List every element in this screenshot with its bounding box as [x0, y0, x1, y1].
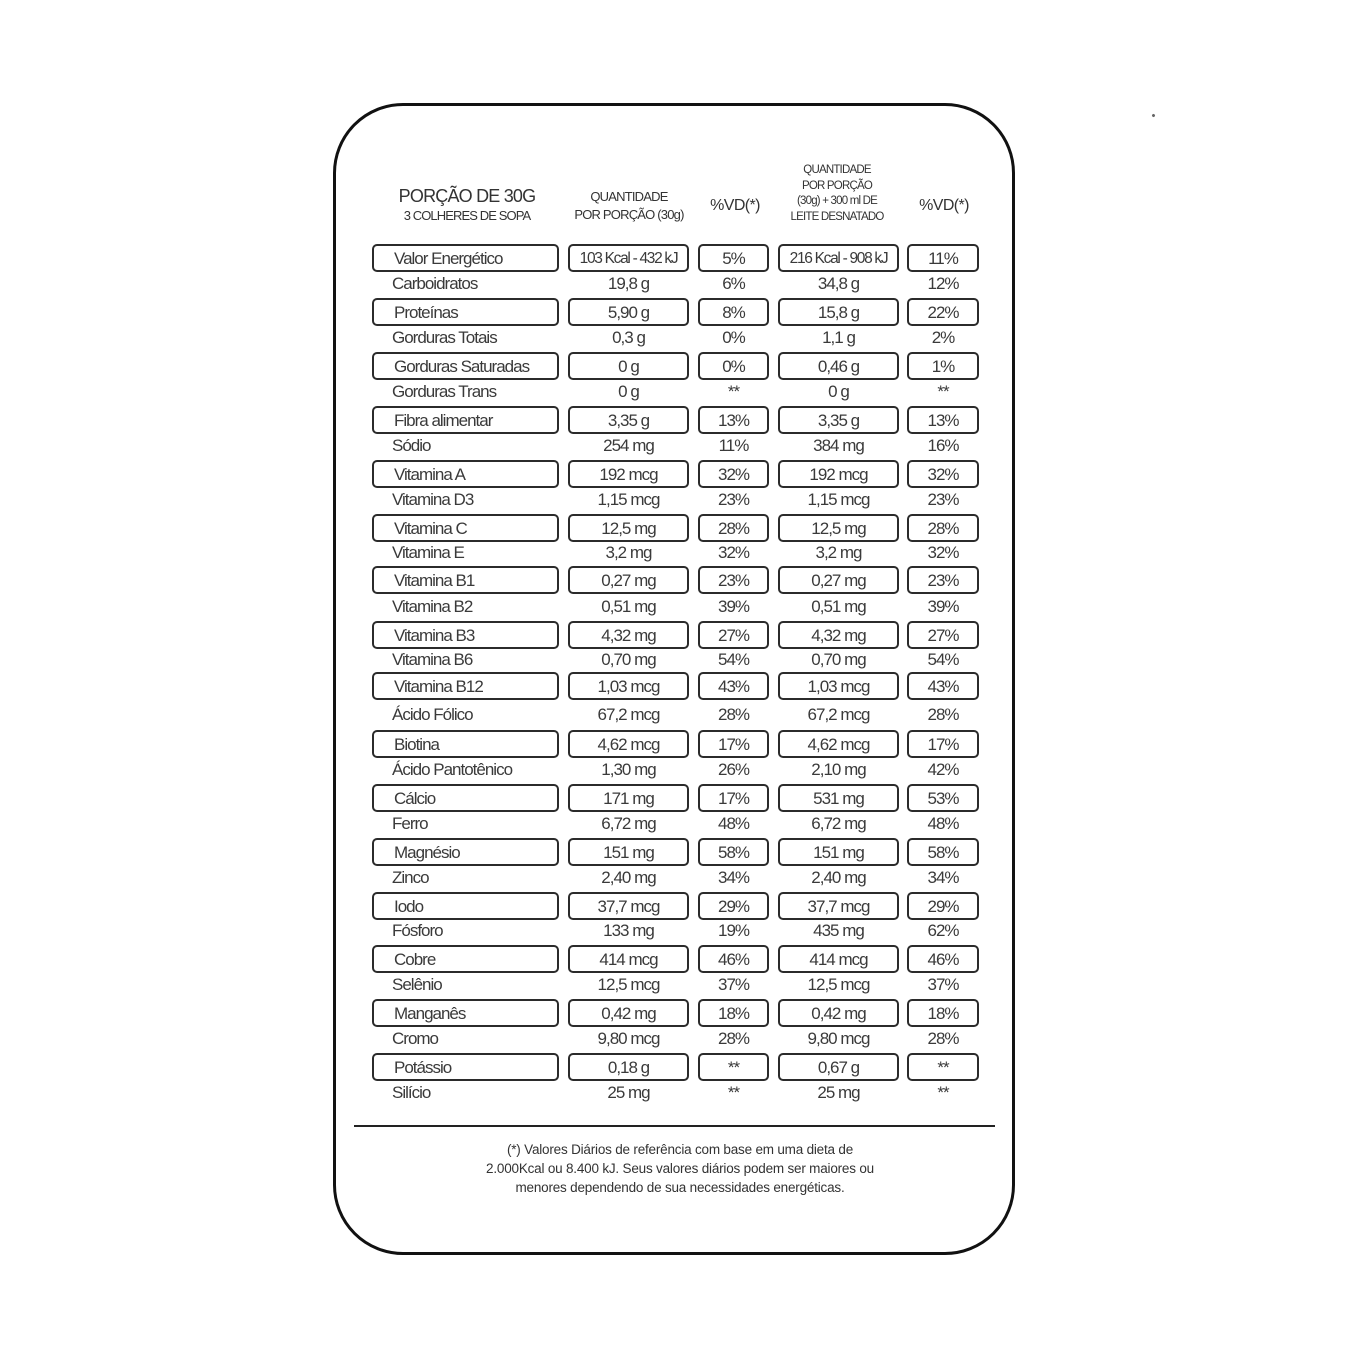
nutrient-name-cell: Iodo [372, 892, 559, 920]
table-row [372, 730, 980, 758]
stray-mark [1151, 113, 1155, 117]
table-row [372, 271, 980, 299]
column-header-qty-per-portion [562, 188, 696, 224]
vd-with-milk-cell: 62% [927, 921, 959, 940]
nutrient-name-cell: Gorduras Totais [392, 328, 497, 347]
vd-with-milk-cell: 53% [907, 784, 979, 812]
qty-per-portion-cell: 1,30 mg [601, 760, 656, 779]
footnote-divider [354, 1125, 995, 1127]
nutrient-name-cell: Biotina [372, 730, 559, 758]
table-row [372, 972, 980, 1000]
table-row [372, 540, 980, 568]
table-row [372, 1080, 980, 1108]
nutrient-name-cell: Cálcio [372, 784, 559, 812]
table-row [372, 999, 980, 1027]
qty-with-milk-cell: 151 mg [778, 838, 899, 866]
qty-with-milk-cell: 1,1 g [822, 328, 855, 347]
nutrient-name-cell: Gorduras Saturadas [372, 352, 559, 380]
nutrient-name-cell: Ácido Fólico [392, 705, 473, 724]
vd-with-milk-cell: 12% [927, 274, 959, 293]
table-row [372, 406, 980, 434]
nutrient-name-cell: Silício [392, 1083, 431, 1102]
table-row [372, 514, 980, 542]
table-row [372, 566, 980, 594]
vd-with-milk-cell: ** [937, 382, 949, 401]
nutrient-name-cell: Vitamina B2 [392, 597, 473, 616]
vd-per-portion-cell: 27% [698, 621, 769, 649]
qty-with-milk-cell: 414 mcg [778, 945, 899, 973]
vd-per-portion-cell: 28% [717, 705, 750, 724]
qty-per-portion-cell: 5,90 g [568, 298, 689, 326]
nutrient-name-cell: Vitamina B3 [372, 621, 559, 649]
qty-per-portion-cell: 0,27 mg [568, 566, 689, 594]
vd-with-milk-cell: 29% [907, 892, 979, 920]
table-row [372, 865, 980, 893]
table-row [372, 702, 980, 730]
vd-per-portion-cell: 13% [698, 406, 769, 434]
qty-per-portion-cell: 0,42 mg [568, 999, 689, 1027]
vd-per-portion-cell: 28% [717, 1029, 750, 1048]
qty-per-portion-cell: 4,32 mg [568, 621, 689, 649]
qty-per-portion-cell: 12,5 mg [568, 514, 689, 542]
qty-with-milk-cell: 531 mg [778, 784, 899, 812]
qty-with-milk-cell: 15,8 g [778, 298, 899, 326]
qty-with-milk-cell: 3,35 g [778, 406, 899, 434]
qty-with-milk-cell: 37,7 mcg [778, 892, 899, 920]
column-header-line: QUANTIDADE [803, 164, 871, 176]
qty-with-milk-cell: 0,27 mg [778, 566, 899, 594]
vd-with-milk-cell: 54% [927, 650, 959, 669]
vd-with-milk-cell: 11% [907, 244, 979, 272]
vd-per-portion-cell: 54% [717, 650, 750, 669]
vd-per-portion-cell: 39% [717, 597, 750, 616]
footnote-line: (*) Valores Diários de referência com base em uma dieta de [506, 1142, 854, 1157]
qty-per-portion-cell: 19,8 g [607, 274, 650, 293]
vd-with-milk-cell: 13% [907, 406, 979, 434]
vd-per-portion-cell: 17% [698, 730, 769, 758]
table-row [372, 892, 980, 920]
qty-with-milk-cell: 2,10 mg [811, 760, 866, 779]
qty-per-portion-cell: 151 mg [568, 838, 689, 866]
qty-per-portion-cell: 12,5 mcg [597, 975, 660, 994]
portion-title: PORÇÃO DE 30G [398, 186, 536, 206]
vd-per-portion-cell: 48% [717, 814, 750, 833]
portion-subtitle: 3 COLHERES DE SOPA [403, 208, 531, 223]
qty-per-portion-cell: 0 g [618, 382, 639, 401]
nutrient-name-cell: Fibra alimentar [372, 406, 559, 434]
qty-per-portion-cell: 414 mcg [568, 945, 689, 973]
qty-with-milk-cell: 192 mcg [778, 460, 899, 488]
column-header-line: (30g) + 300 ml DE [796, 195, 878, 207]
vd-with-milk-cell: 28% [907, 514, 979, 542]
table-row [372, 784, 980, 812]
vd-with-milk-cell: 39% [927, 597, 959, 616]
table-row [372, 298, 980, 326]
vd-per-portion-cell: 46% [698, 945, 769, 973]
nutrient-name-cell: Vitamina A [372, 460, 559, 488]
nutrient-name-cell: Valor Energético [372, 244, 559, 272]
table-row [372, 918, 980, 946]
qty-with-milk-cell: 435 mg [813, 921, 864, 940]
vd-with-milk-cell: 2% [931, 328, 955, 347]
column-header-qty-with-milk [775, 163, 899, 225]
qty-per-portion-cell: 0,3 g [612, 328, 645, 347]
vd-per-portion-cell: ** [727, 1083, 740, 1102]
qty-with-milk-cell: 1,15 mcg [807, 490, 870, 509]
vd-with-milk-cell: 28% [927, 1029, 959, 1048]
qty-per-portion-cell: 9,80 mcg [597, 1029, 660, 1048]
table-row [372, 433, 980, 461]
qty-per-portion-cell: 0,18 g [568, 1053, 689, 1081]
qty-with-milk-cell: 6,72 mg [811, 814, 866, 833]
nutrient-name-cell: Cromo [392, 1029, 439, 1048]
qty-with-milk-cell: 4,62 mcg [778, 730, 899, 758]
vd-per-portion-cell: 32% [717, 543, 750, 562]
column-header-line: POR PORÇÃO (30g) [574, 207, 684, 222]
nutrient-name-cell: Ferro [392, 814, 428, 833]
nutrient-name-cell: Sódio [392, 436, 431, 455]
vd-with-milk-cell: ** [937, 1083, 949, 1102]
qty-with-milk-cell: 1,03 mcg [778, 672, 899, 700]
vd-per-portion-cell: 17% [698, 784, 769, 812]
qty-with-milk-cell: 384 mg [813, 436, 864, 455]
nutrient-name-cell: Carboidratos [392, 274, 478, 293]
table-row [372, 325, 980, 353]
qty-per-portion-cell: 1,15 mcg [597, 490, 660, 509]
qty-per-portion-cell: 254 mg [603, 436, 654, 455]
nutrient-name-cell: Manganês [372, 999, 559, 1027]
vd-per-portion-cell: 23% [698, 566, 769, 594]
nutrient-name-cell: Vitamina C [372, 514, 559, 542]
qty-per-portion-cell: 2,40 mg [601, 868, 656, 887]
vd-per-portion-cell: 18% [698, 999, 769, 1027]
vd-with-milk-cell: 58% [907, 838, 979, 866]
table-row [372, 838, 980, 866]
qty-per-portion-cell: 0 g [568, 352, 689, 380]
vd-with-milk-cell: 23% [927, 490, 959, 509]
qty-with-milk-cell: 67,2 mcg [807, 705, 870, 724]
vd-with-milk-cell: 17% [907, 730, 979, 758]
table-row [372, 757, 980, 785]
vd-per-portion-cell: 23% [717, 490, 750, 509]
vd-with-milk-cell: 18% [907, 999, 979, 1027]
nutrient-name-cell: Vitamina E [392, 543, 464, 562]
table-row [372, 487, 980, 515]
qty-per-portion-cell: 0,51 mg [601, 597, 656, 616]
qty-per-portion-cell: 171 mg [568, 784, 689, 812]
qty-per-portion-cell: 6,72 mg [601, 814, 656, 833]
vd-with-milk-cell: 48% [927, 814, 959, 833]
table-row [372, 672, 980, 700]
footnote-line: 2.000Kcal ou 8.400 kJ. Seus valores diários podem ser maiores ou [486, 1161, 874, 1176]
nutrient-name-cell: Potássio [372, 1053, 559, 1081]
vd-with-milk-cell: 32% [927, 543, 959, 562]
nutrient-name-cell: Magnésio [372, 838, 559, 866]
qty-with-milk-cell: 3,2 mg [815, 543, 862, 562]
column-header-vd-1: %VD(*) [710, 197, 760, 214]
nutrient-name-cell: Vitamina D3 [392, 490, 474, 509]
table-row [372, 594, 980, 622]
qty-per-portion-cell: 1,03 mcg [568, 672, 689, 700]
vd-per-portion-cell: 32% [698, 460, 769, 488]
vd-per-portion-cell: 34% [717, 868, 750, 887]
column-header-line: QUANTIDADE [590, 189, 668, 204]
qty-per-portion-cell: 67,2 mcg [597, 705, 660, 724]
qty-with-milk-cell: 9,80 mcg [807, 1029, 870, 1048]
vd-per-portion-cell: 28% [698, 514, 769, 542]
vd-with-milk-cell: 16% [927, 436, 959, 455]
vd-per-portion-cell: 58% [698, 838, 769, 866]
qty-with-milk-cell: 0 g [828, 382, 849, 401]
qty-per-portion-cell: 3,35 g [568, 406, 689, 434]
qty-per-portion-cell: 25 mg [607, 1083, 650, 1102]
qty-with-milk-cell: 2,40 mg [811, 868, 866, 887]
table-row [372, 811, 980, 839]
table-row [372, 621, 980, 649]
table-row [372, 460, 980, 488]
footnote-line: menores dependendo de sua necessidades energéticas. [515, 1180, 845, 1195]
table-row [372, 379, 980, 407]
qty-per-portion-cell: 37,7 mcg [568, 892, 689, 920]
nutrient-name-cell: Vitamina B6 [392, 650, 473, 669]
vd-per-portion-cell: 6% [722, 274, 745, 293]
qty-per-portion-cell: 0,70 mg [601, 650, 656, 669]
vd-per-portion-cell: ** [727, 382, 740, 401]
table-row [372, 244, 980, 272]
vd-per-portion-cell: 19% [717, 921, 750, 940]
vd-per-portion-cell: 8% [698, 298, 769, 326]
nutrient-name-cell: Zinco [392, 868, 429, 887]
table-row [372, 1053, 980, 1081]
table-row [372, 1026, 980, 1054]
qty-with-milk-cell: 4,32 mg [778, 621, 899, 649]
vd-with-milk-cell: 1% [907, 352, 979, 380]
table-row [372, 647, 980, 675]
vd-per-portion-cell: 5% [698, 244, 769, 272]
qty-with-milk-cell: 0,51 mg [811, 597, 866, 616]
qty-with-milk-cell: 0,67 g [778, 1053, 899, 1081]
qty-with-milk-cell: 0,70 mg [811, 650, 866, 669]
vd-with-milk-cell: 34% [927, 868, 959, 887]
nutrient-name-cell: Gorduras Trans [392, 382, 497, 401]
vd-with-milk-cell: ** [907, 1053, 979, 1081]
table-row [372, 945, 980, 973]
qty-with-milk-cell: 0,42 mg [778, 999, 899, 1027]
vd-per-portion-cell: 37% [717, 975, 750, 994]
vd-with-milk-cell: 27% [907, 621, 979, 649]
footnote [400, 1140, 960, 1197]
vd-with-milk-cell: 37% [927, 975, 959, 994]
column-header-line: LEITE DESNATADO [790, 210, 884, 223]
vd-with-milk-cell: 42% [927, 760, 959, 779]
qty-with-milk-cell: 12,5 mg [778, 514, 899, 542]
qty-per-portion-cell: 133 mg [603, 921, 654, 940]
vd-with-milk-cell: 46% [907, 945, 979, 973]
vd-per-portion-cell: 29% [698, 892, 769, 920]
vd-with-milk-cell: 23% [907, 566, 979, 594]
vd-per-portion-cell: 0% [722, 328, 745, 347]
nutrient-name-cell: Proteínas [372, 298, 559, 326]
qty-with-milk-cell: 0,46 g [778, 352, 899, 380]
qty-per-portion-cell: 192 mcg [568, 460, 689, 488]
nutrient-name-cell: Vitamina B12 [372, 672, 559, 700]
table-row [372, 352, 980, 380]
portion-heading [392, 186, 542, 223]
vd-with-milk-cell: 43% [907, 672, 979, 700]
vd-with-milk-cell: 22% [907, 298, 979, 326]
column-header-line: POR PORÇÃO [802, 179, 872, 192]
nutrient-name-cell: Vitamina B1 [372, 566, 559, 594]
qty-per-portion-cell: 4,62 mcg [568, 730, 689, 758]
vd-with-milk-cell: 32% [907, 460, 979, 488]
vd-per-portion-cell: 43% [698, 672, 769, 700]
nutrient-name-cell: Ácido Pantotênico [392, 760, 513, 779]
qty-with-milk-cell: 25 mg [817, 1083, 860, 1102]
column-header-vd-2: %VD(*) [919, 197, 969, 214]
nutrient-name-cell: Fósforo [392, 921, 443, 940]
qty-with-milk-cell: 216 Kcal - 908 kJ [778, 244, 899, 272]
vd-per-portion-cell: 0% [698, 352, 769, 380]
vd-per-portion-cell: 26% [717, 760, 750, 779]
vd-per-portion-cell: ** [698, 1053, 769, 1081]
vd-with-milk-cell: 28% [927, 705, 959, 724]
qty-with-milk-cell: 34,8 g [817, 274, 860, 293]
qty-per-portion-cell: 103 Kcal - 432 kJ [568, 244, 689, 272]
nutrient-name-cell: Selênio [392, 975, 442, 994]
qty-per-portion-cell: 3,2 mg [605, 543, 652, 562]
qty-with-milk-cell: 12,5 mcg [807, 975, 870, 994]
vd-per-portion-cell: 11% [718, 436, 749, 455]
nutrient-name-cell: Cobre [372, 945, 559, 973]
